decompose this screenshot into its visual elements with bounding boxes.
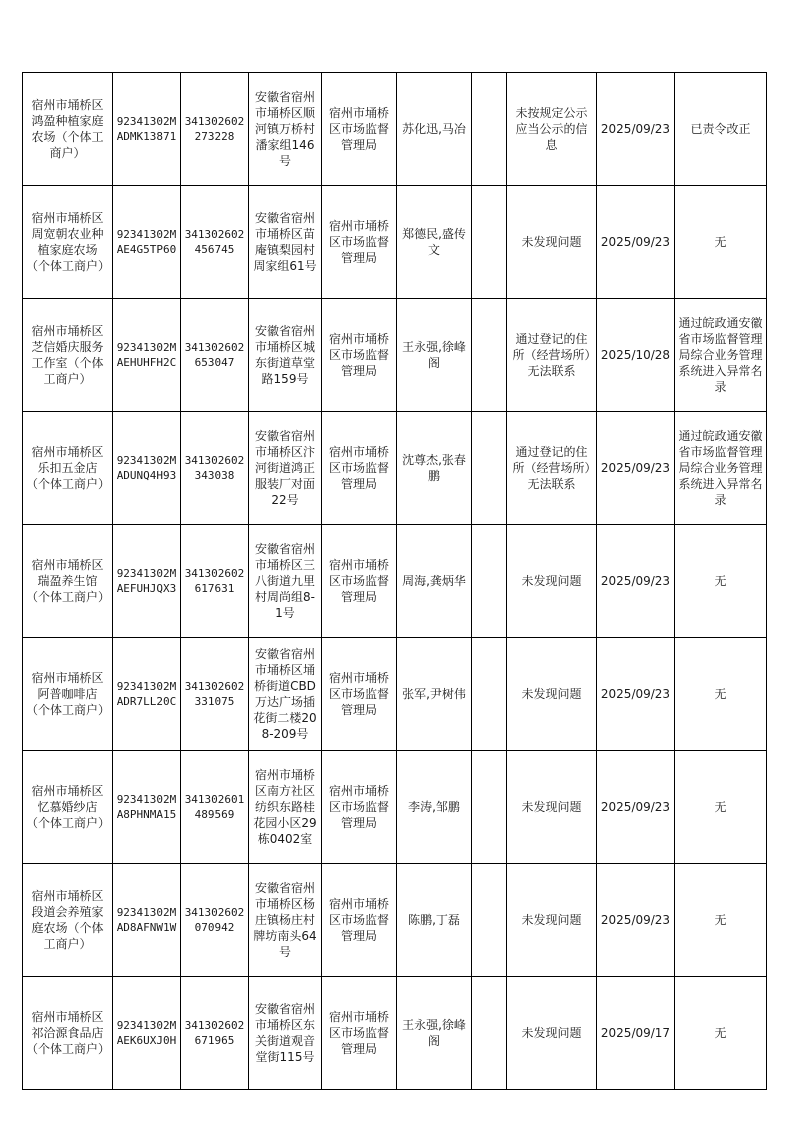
table-row xyxy=(23,412,767,525)
address-cell: 安徽省宿州市埇桥区三八街道九里村周尚组8-1号 xyxy=(249,525,322,638)
business-name-cell: 宿州市埇桥区祁洽源食品店（个体工商户） xyxy=(23,977,113,1090)
address-cell: 安徽省宿州市埇桥区苗庵镇梨园村周家组61号 xyxy=(249,186,322,299)
business-name-cell: 宿州市埇桥区芝信婚庆服务工作室（个体工商户） xyxy=(23,299,113,412)
credit-code-cell: 92341302MADMK13871 xyxy=(113,73,181,186)
credit-code-cell: 92341302MA8PHNMA15 xyxy=(113,751,181,864)
address-cell: 安徽省宿州市埇桥区顺河镇万桥村潘家组146号 xyxy=(249,73,322,186)
blank-cell xyxy=(472,186,507,299)
registration-number-cell: 341302602331075 xyxy=(181,638,249,751)
registration-number-cell: 341302602653047 xyxy=(181,299,249,412)
authority-cell: 宿州市埇桥区市场监督管理局 xyxy=(322,751,397,864)
inspectors-cell: 张军,尹树伟 xyxy=(397,638,472,751)
inspection-date-cell: 2025/09/23 xyxy=(597,751,675,864)
handling-result-cell: 无 xyxy=(675,977,767,1090)
inspection-date-cell: 2025/09/17 xyxy=(597,977,675,1090)
inspection-date-cell: 2025/09/23 xyxy=(597,186,675,299)
authority-cell: 宿州市埇桥区市场监督管理局 xyxy=(322,977,397,1090)
handling-result-cell: 通过皖政通安徽省市场监督管理局综合业务管理系统进入异常名录 xyxy=(675,299,767,412)
address-cell: 安徽省宿州市埇桥区汴河街道鸿正服装厂对面22号 xyxy=(249,412,322,525)
inspection-result-cell: 未发现问题 xyxy=(507,751,597,864)
blank-cell xyxy=(472,73,507,186)
handling-result-cell: 无 xyxy=(675,525,767,638)
business-name-cell: 宿州市埇桥区瑞盈养生馆（个体工商户） xyxy=(23,525,113,638)
business-name-cell: 宿州市埇桥区阿普咖啡店（个体工商户） xyxy=(23,638,113,751)
inspection-result-cell: 未发现问题 xyxy=(507,864,597,977)
inspectors-cell: 王永强,徐峰阁 xyxy=(397,299,472,412)
handling-result-cell: 已责令改正 xyxy=(675,73,767,186)
inspection-result-cell: 未发现问题 xyxy=(507,977,597,1090)
blank-cell xyxy=(472,299,507,412)
table-row xyxy=(23,977,767,1090)
table-row xyxy=(23,864,767,977)
blank-cell xyxy=(472,977,507,1090)
registration-number-cell: 341302602671965 xyxy=(181,977,249,1090)
inspectors-cell: 沈尊杰,张春鹏 xyxy=(397,412,472,525)
address-cell: 安徽省宿州市埇桥区城东街道草堂路159号 xyxy=(249,299,322,412)
table-row xyxy=(23,638,767,751)
inspectors-cell: 郑德民,盛传文 xyxy=(397,186,472,299)
inspection-result-cell: 通过登记的住所（经营场所）无法联系 xyxy=(507,299,597,412)
inspectors-cell: 王永强,徐峰阁 xyxy=(397,977,472,1090)
business-name-cell: 宿州市埇桥区周宽朝农业种植家庭农场（个体工商户） xyxy=(23,186,113,299)
business-name-cell: 宿州市埇桥区鸿盈种植家庭农场（个体工商户） xyxy=(23,73,113,186)
inspection-result-cell: 未发现问题 xyxy=(507,638,597,751)
blank-cell xyxy=(472,525,507,638)
credit-code-cell: 92341302MAEHUHFH2C xyxy=(113,299,181,412)
blank-cell xyxy=(472,638,507,751)
authority-cell: 宿州市埇桥区市场监督管理局 xyxy=(322,299,397,412)
inspection-records-table xyxy=(22,72,767,1090)
handling-result-cell: 无 xyxy=(675,751,767,864)
address-cell: 宿州市埇桥区南方社区纺织东路桂花园小区29栋0402室 xyxy=(249,751,322,864)
authority-cell: 宿州市埇桥区市场监督管理局 xyxy=(322,638,397,751)
table-row xyxy=(23,751,767,864)
inspection-date-cell: 2025/09/23 xyxy=(597,412,675,525)
inspection-date-cell: 2025/10/28 xyxy=(597,299,675,412)
table-row xyxy=(23,525,767,638)
inspection-date-cell: 2025/09/23 xyxy=(597,525,675,638)
address-cell: 安徽省宿州市埇桥区杨庄镇杨庄村牌坊南头64号 xyxy=(249,864,322,977)
table-row xyxy=(23,299,767,412)
inspectors-cell: 苏化迅,马冶 xyxy=(397,73,472,186)
authority-cell: 宿州市埇桥区市场监督管理局 xyxy=(322,73,397,186)
business-name-cell: 宿州市埇桥区段道会养殖家庭农场（个体工商户） xyxy=(23,864,113,977)
credit-code-cell: 92341302MAEFUHJQX3 xyxy=(113,525,181,638)
authority-cell: 宿州市埇桥区市场监督管理局 xyxy=(322,412,397,525)
business-name-cell: 宿州市埇桥区忆慕婚纱店（个体工商户） xyxy=(23,751,113,864)
inspectors-cell: 李涛,邹鹏 xyxy=(397,751,472,864)
handling-result-cell: 无 xyxy=(675,186,767,299)
inspection-date-cell: 2025/09/23 xyxy=(597,73,675,186)
authority-cell: 宿州市埇桥区市场监督管理局 xyxy=(322,525,397,638)
registration-number-cell: 341302602343038 xyxy=(181,412,249,525)
inspection-result-cell: 未发现问题 xyxy=(507,186,597,299)
registration-number-cell: 341302602070942 xyxy=(181,864,249,977)
inspection-date-cell: 2025/09/23 xyxy=(597,638,675,751)
inspection-result-cell: 通过登记的住所（经营场所）无法联系 xyxy=(507,412,597,525)
address-cell: 安徽省宿州市埇桥区埇桥街道CBD万达广场插花街二楼208-209号 xyxy=(249,638,322,751)
handling-result-cell: 通过皖政通安徽省市场监督管理局综合业务管理系统进入异常名录 xyxy=(675,412,767,525)
credit-code-cell: 92341302MADR7LL20C xyxy=(113,638,181,751)
blank-cell xyxy=(472,412,507,525)
inspectors-cell: 周海,龚炳华 xyxy=(397,525,472,638)
business-name-cell: 宿州市埇桥区乐扣五金店（个体工商户） xyxy=(23,412,113,525)
inspection-date-cell: 2025/09/23 xyxy=(597,864,675,977)
credit-code-cell: 92341302MAD8AFNW1W xyxy=(113,864,181,977)
address-cell: 安徽省宿州市埇桥区东关街道观音堂街115号 xyxy=(249,977,322,1090)
registration-number-cell: 341302601489569 xyxy=(181,751,249,864)
authority-cell: 宿州市埇桥区市场监督管理局 xyxy=(322,186,397,299)
authority-cell: 宿州市埇桥区市场监督管理局 xyxy=(322,864,397,977)
registration-number-cell: 341302602617631 xyxy=(181,525,249,638)
credit-code-cell: 92341302MAEK6UXJ0H xyxy=(113,977,181,1090)
handling-result-cell: 无 xyxy=(675,864,767,977)
table-row xyxy=(23,186,767,299)
credit-code-cell: 92341302MADUNQ4H93 xyxy=(113,412,181,525)
registration-number-cell: 341302602456745 xyxy=(181,186,249,299)
handling-result-cell: 无 xyxy=(675,638,767,751)
table-row xyxy=(23,73,767,186)
inspection-result-cell: 未发现问题 xyxy=(507,525,597,638)
blank-cell xyxy=(472,751,507,864)
registration-number-cell: 341302602273228 xyxy=(181,73,249,186)
credit-code-cell: 92341302MAE4G5TP60 xyxy=(113,186,181,299)
blank-cell xyxy=(472,864,507,977)
table-body xyxy=(23,73,767,1090)
inspection-result-cell: 未按规定公示应当公示的信息 xyxy=(507,73,597,186)
inspectors-cell: 陈鹏,丁磊 xyxy=(397,864,472,977)
